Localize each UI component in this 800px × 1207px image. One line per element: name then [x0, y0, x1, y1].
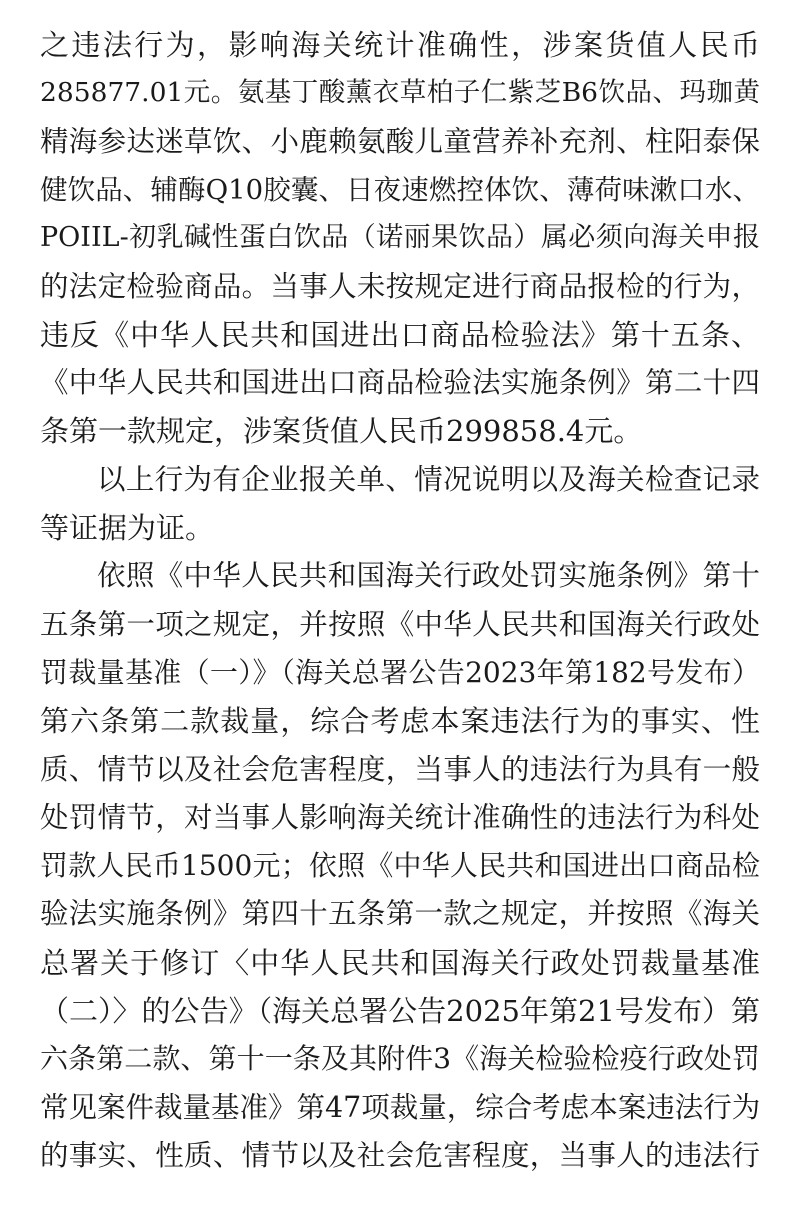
text-line: 处罚情节，对当事人影响海关统计准确性的违法行为科处	[40, 801, 760, 834]
text-line: 之违法行为，影响海关统计准确性，涉案货值人民币	[40, 28, 760, 62]
text-line: 的事实、性质、情节以及社会危害程度，当事人的违法行	[40, 1139, 760, 1172]
text-line: （二）〉的公告》（海关总署公告2025年第21号发布）第	[40, 994, 760, 1028]
text-line: 等证据为证。	[40, 511, 215, 545]
text-line: 以上行为有企业报关单、情况说明以及海关检查记录	[97, 463, 760, 496]
text-line: POIIL-初乳碱性蛋白饮品（诺丽果饮品）属必须向海关申报	[40, 222, 760, 253]
text-line: 的法定检验商品。当事人未按规定进行商品报检的行为，	[40, 270, 760, 303]
text-line: 285877.01元。氨基丁酸薰衣草柏子仁紫芝B6饮品、玛珈黄	[40, 77, 760, 108]
text-line: 违反《中华人民共和国进出口商品检验法》第十五条、	[40, 318, 760, 352]
text-line: 依照《中华人民共和国海关行政处罚实施条例》第十	[97, 559, 760, 592]
text-line: 总署关于修订〈中华人民共和国海关行政处罚裁量基准	[40, 946, 760, 980]
text-line: 精海参达迷草饮、小鹿赖氨酸儿童营养补充剂、柱阳泰保	[40, 125, 760, 158]
text-line: 第六条第二款裁量，综合考虑本案违法行为的事实、性	[40, 704, 760, 738]
text-line: 质、情节以及社会危害程度，当事人的违法行为具有一般	[40, 753, 760, 786]
text-line: 常见案件裁量基准》第47项裁量，综合考虑本案违法行为	[40, 1091, 760, 1124]
text-line: 条第一款规定，涉案货值人民币299858.4元。	[40, 414, 643, 448]
text-line: 《中华人民共和国进出口商品检验法实施条例》第二十四	[40, 366, 760, 399]
text-line: 验法实施条例》第四十五条第一款之规定，并按照《海关	[40, 897, 760, 930]
text-line: 罚款人民币1500元；依照《中华人民共和国进出口商品检	[40, 849, 760, 882]
text-line: 六条第二款、第十一条及其附件3《海关检验检疫行政处罚	[40, 1042, 760, 1075]
text-line: 罚裁量基准（一）》（海关总署公告2023年第182号发布）	[40, 656, 760, 689]
text-line: 五条第一项之规定，并按照《中华人民共和国海关行政处	[40, 608, 760, 641]
text-line: 健饮品、辅酶Q10胶囊、日夜速燃控体饮、薄荷味漱口水、	[40, 174, 760, 206]
